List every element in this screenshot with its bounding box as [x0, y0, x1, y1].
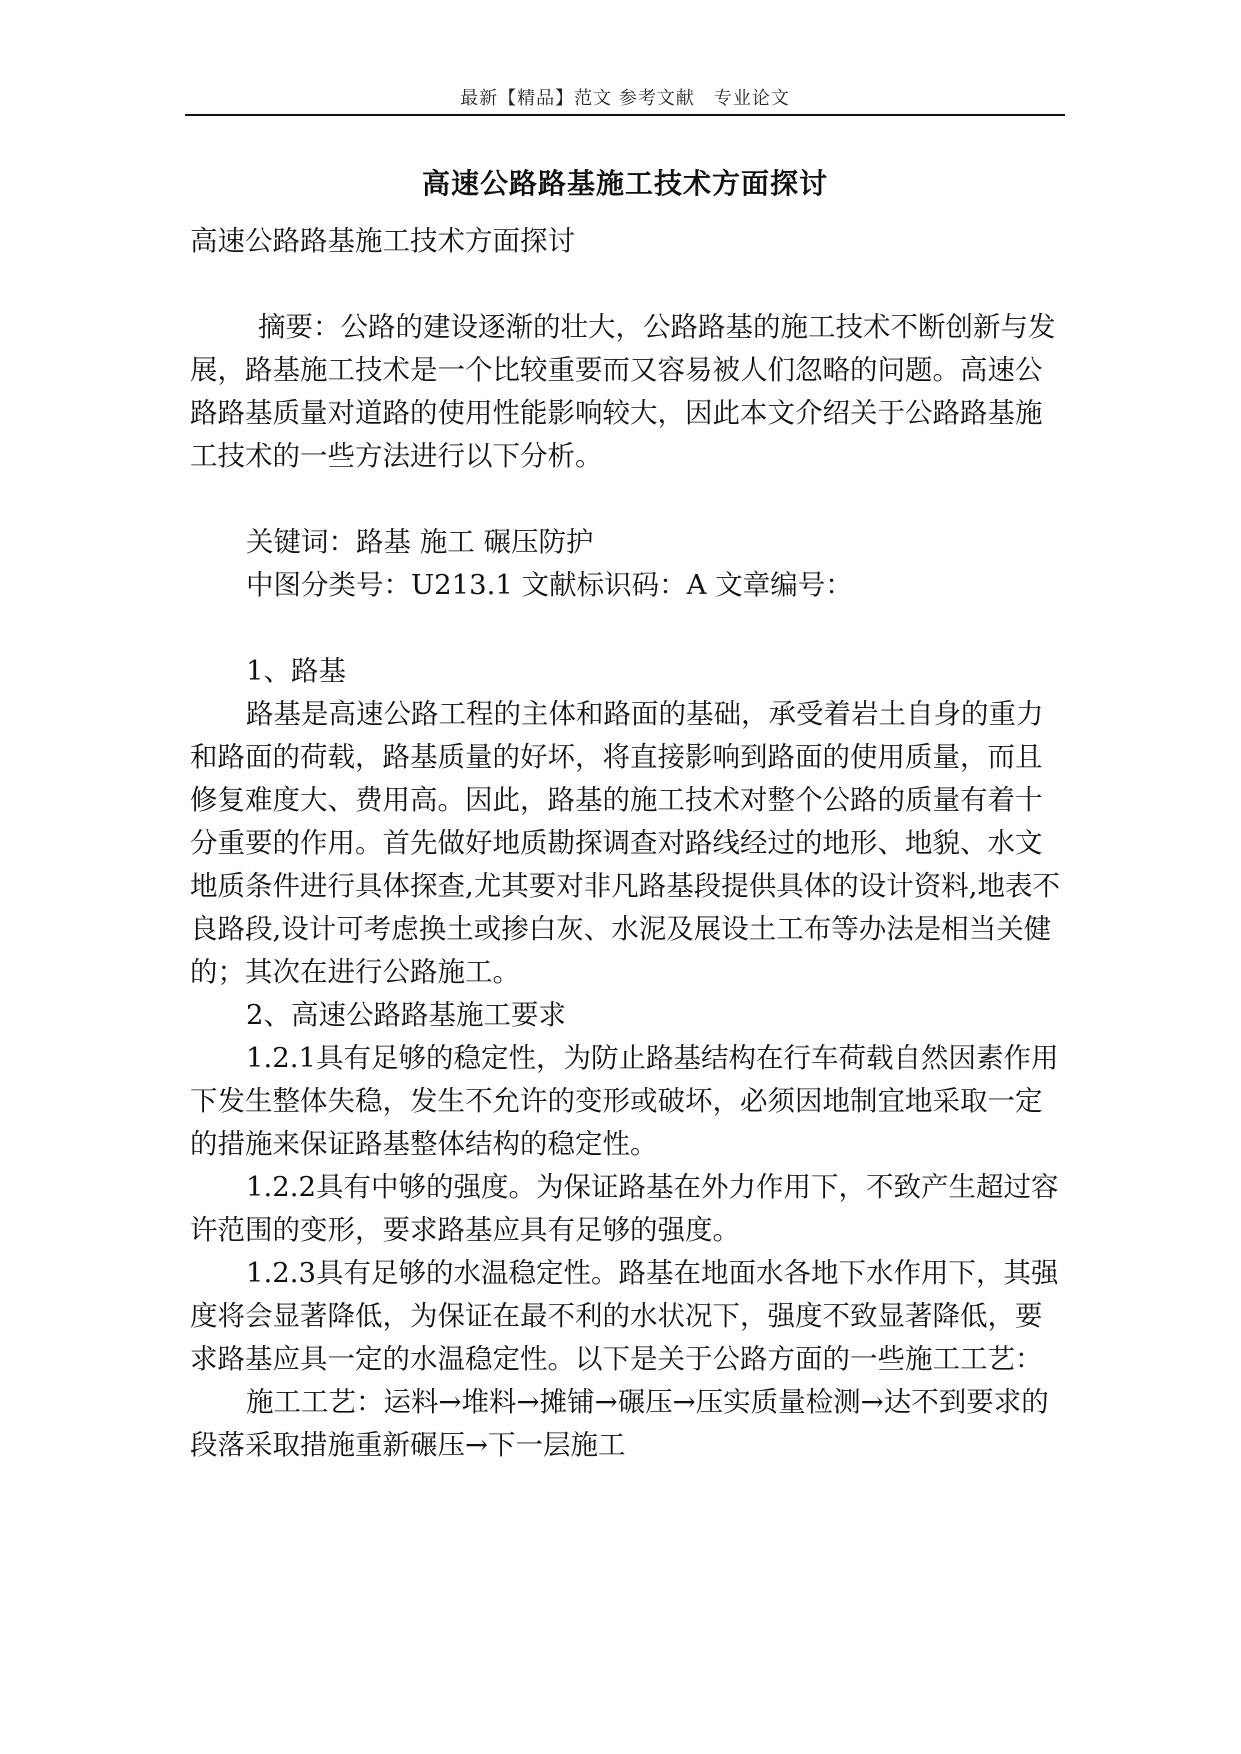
- abstract-paragraph: 摘要：公路的建设逐渐的壮大，公路路基的施工技术不断创新与发展，路基施工技术是一个比较重要而又容易被人们忽略的问题。高速公路路基质量对道路的使用性能影响较大，因此本文介绍关于公路路基施工技术的一些方法进行以下分析。: [190, 311, 1056, 472]
- process-paragraph: 施工工艺：运料→堆料→摊铺→碾压→压实质量检测→达不到要求的段落采取措施重新碾压→下一层施工: [190, 1386, 1049, 1461]
- page-header: 最新【精品】范文 参考文献 专业论文: [460, 88, 790, 109]
- section-2-heading: 2、高速公路路基施工要求: [246, 999, 566, 1031]
- section-1-heading: 1、路基: [246, 655, 346, 687]
- requirement-1-paragraph: 1.2.1具有足够的稳定性，为防止路基结构在行车荷载自然因素作用下发生整体失稳，发生不允许的变形或破坏，必须因地制宜地采取一定的措施来保证路基整体结构的稳定性。: [190, 1042, 1059, 1160]
- section-1-paragraph: 路基是高速公路工程的主体和路面的基础，承受着岩土自身的重力和路面的荷载，路基质量的好坏，将直接影响到路面的使用质量，而且修复难度大、费用高。因此，路基的施工技术对整个公路的质量有着十分重要的作用。首先做好地质勘探调查对路线经过的地形、地貌、水文地质条件进行具体探查,尤其要对非凡路基段提供具体的设计资料,地表不良路段,设计可考虑换土或掺白灰、水泥及展设土工布等办法是相当关健的；其次在进行公路施工。: [190, 698, 1060, 988]
- document-subtitle: 高速公路路基施工技术方面探讨: [190, 225, 575, 257]
- header-divider: [185, 114, 1065, 116]
- document-title: 高速公路路基施工技术方面探讨: [421, 167, 828, 200]
- classification-line: 中图分类号：U213.1 文献标识码：A 文章编号：: [246, 569, 853, 601]
- requirement-2-paragraph: 1.2.2具有中够的强度。为保证路基在外力作用下，不致产生超过容许范围的变形，要求路基应具有足够的强度。: [190, 1171, 1059, 1246]
- keywords-line: 关键词：路基 施工 碾压防护: [246, 526, 594, 558]
- requirement-3-paragraph: 1.2.3具有足够的水温稳定性。路基在地面水各地下水作用下，其强度将会显著降低，为保证在最不利的水状况下，强度不致显著降低，要求路基应具一定的水温稳定性。以下是关于公路方面的一些施工工艺：: [190, 1257, 1059, 1375]
- document-body: [190, 220, 1060, 1467]
